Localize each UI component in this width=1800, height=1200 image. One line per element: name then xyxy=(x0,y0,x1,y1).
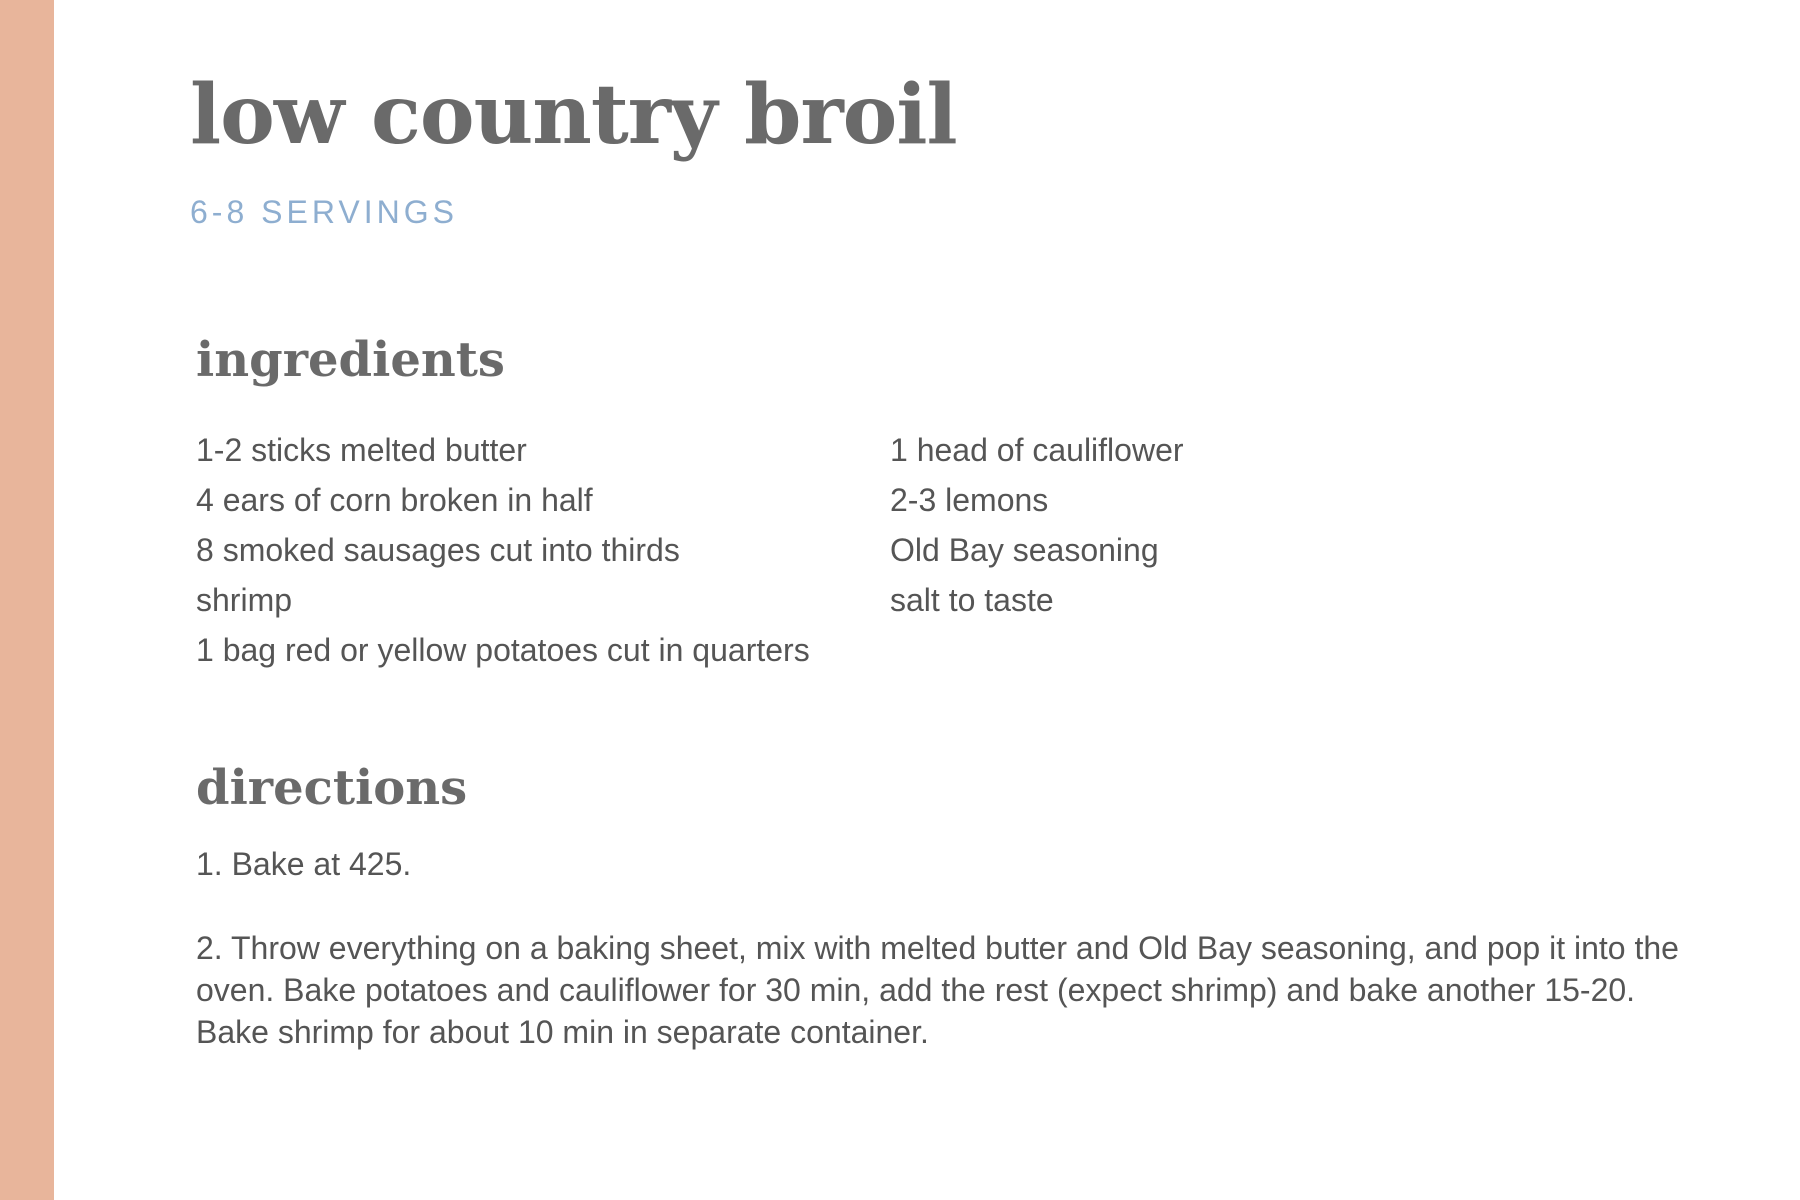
side-accent-bar xyxy=(0,0,54,1200)
ingredient-item: 4 ears of corn broken in half xyxy=(196,482,593,518)
ingredient-item: salt to taste xyxy=(890,582,1054,618)
recipe-title: low country broil xyxy=(190,67,957,163)
ingredient-item: 1 bag red or yellow potatoes cut in quarters xyxy=(196,632,810,668)
ingredient-item: Old Bay seasoning xyxy=(890,532,1159,568)
direction-step-2: 2. Throw everything on a baking sheet, mix with melted butter and Old Bay seasoning, and pop it into the oven. Bake potatoes and cauliflower for 30 min, add the rest (expect shrimp) and bake another 15-20. Bake shrimp for about 10 min in separate container. xyxy=(196,930,1679,1050)
ingredient-item: 1 head of cauliflower xyxy=(890,432,1184,468)
directions-heading: directions xyxy=(196,760,468,816)
ingredients-heading: ingredients xyxy=(196,332,505,388)
direction-step-1: 1. Bake at 425. xyxy=(196,846,412,882)
ingredient-item: 1-2 sticks melted butter xyxy=(196,432,527,468)
servings-label: 6-8 SERVINGS xyxy=(190,194,458,230)
ingredient-item: 8 smoked sausages cut into thirds xyxy=(196,532,680,568)
ingredient-item: shrimp xyxy=(196,582,293,618)
ingredients-list-left xyxy=(196,425,810,675)
ingredients-list-right xyxy=(890,425,1184,625)
ingredient-item: 2-3 lemons xyxy=(890,482,1049,518)
